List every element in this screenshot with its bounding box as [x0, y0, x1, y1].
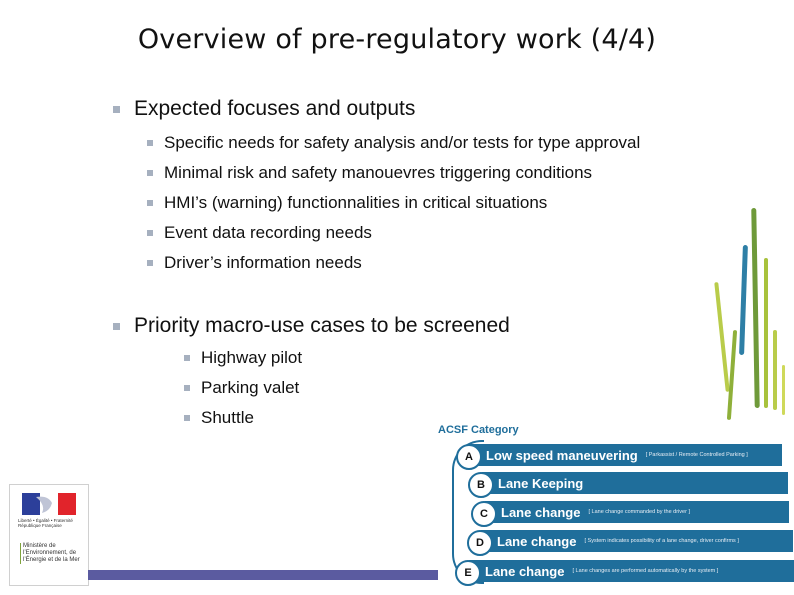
list-item: [147, 163, 592, 183]
section2-heading: Priority macro-use cases to be screened: [134, 314, 510, 337]
list-item-text: Parking valet: [201, 378, 300, 397]
logo-org-name: Ministère de l’Environnement, de l’Énergie et de la Mer: [20, 543, 83, 564]
bullet-square-icon: [113, 106, 120, 113]
section1-heading: Expected focuses and outputs: [134, 97, 416, 120]
footer-bar: [88, 570, 438, 580]
bullet-square-icon: [184, 355, 190, 361]
bullet-square-icon: [184, 415, 190, 421]
bullet-square-icon: [147, 230, 153, 236]
logo-motto: Liberté • Égalité • Fraternité République Française: [18, 518, 73, 528]
acsf-category-bar: Lane change [ Lane changes are performed automatically by the system ]: [469, 560, 794, 582]
list-item-text: Event data recording needs: [164, 223, 372, 242]
acsf-letter-badge: A: [456, 444, 482, 470]
section2-heading-row: [113, 314, 510, 338]
section1-heading-row: [113, 97, 415, 121]
list-item: [147, 193, 547, 213]
bullet-square-icon: [113, 323, 120, 330]
list-item-text: Driver’s information needs: [164, 253, 362, 272]
list-item-text: Specific needs for safety analysis and/or tests for type approval: [164, 133, 641, 152]
list-item: [147, 133, 640, 153]
marianne-flag-icon: [22, 493, 76, 515]
acsf-letter-badge: B: [468, 472, 494, 498]
bullet-square-icon: [147, 260, 153, 266]
list-item: [184, 408, 254, 428]
slide-title: Overview of pre-regulatory work (4/4): [137, 24, 657, 55]
list-item: [184, 378, 299, 398]
acsf-title: ACSF Category: [438, 424, 519, 436]
list-item-text: HMI’s (warning) functionnalities in critical situations: [164, 193, 548, 212]
bullet-square-icon: [184, 385, 190, 391]
bullet-square-icon: [147, 140, 153, 146]
list-item: [184, 348, 302, 368]
acsf-category-bar: Low speed maneuvering [ Parkassist / Remote Controlled Parking ]: [470, 444, 782, 466]
list-item-text: Minimal risk and safety manouevres triggering conditions: [164, 163, 593, 182]
acsf-letter-badge: E: [455, 560, 481, 586]
bullet-square-icon: [147, 170, 153, 176]
acsf-letter-badge: C: [471, 501, 497, 527]
acsf-category-bar: Lane Keeping: [482, 472, 788, 494]
bullet-square-icon: [147, 200, 153, 206]
ministry-logo: [9, 484, 89, 586]
acsf-category-bar: Lane change [ System indicates possibility of a lane change, driver confirms ]: [481, 530, 793, 552]
list-item: [147, 223, 372, 243]
acsf-category-bar: Lane change [ Lane change commanded by the driver ]: [485, 501, 789, 523]
list-item-text: Highway pilot: [201, 348, 303, 367]
list-item: [147, 253, 362, 273]
list-item-text: Shuttle: [201, 408, 254, 427]
acsf-letter-badge: D: [467, 530, 493, 556]
